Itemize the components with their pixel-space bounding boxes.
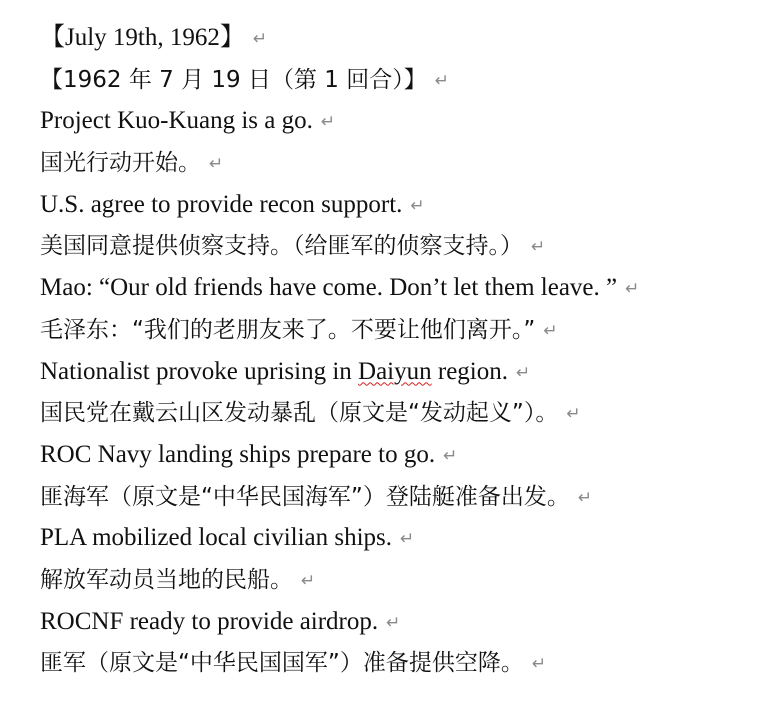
paragraph-mark-icon: ↵: [531, 237, 546, 258]
paragraph-mark-icon: ↵: [566, 404, 581, 425]
paragraph-en[interactable]: ROC Navy landing ships prepare to go. ↵: [40, 440, 458, 468]
document-body[interactable]: [40, 20, 740, 687]
paragraph-mark-icon: ↵: [252, 29, 268, 49]
paragraph-en[interactable]: Project Kuo-Kuang is a go. ↵: [40, 107, 336, 135]
paragraph-mark-icon: ↵: [625, 279, 640, 300]
paragraph-zh[interactable]: 解放军动员当地的民船。 ↵: [40, 566, 316, 593]
paragraph-mark-icon: ↵: [320, 112, 336, 133]
paragraph-mark-icon: ↵: [577, 487, 593, 508]
date-heading-zh[interactable]: 【1962 年 7 月 19 日（第 1 回合）】 ↵: [40, 66, 449, 93]
paragraph-en[interactable]: PLA mobilized local civilian ships. ↵: [40, 524, 415, 552]
paragraph-zh[interactable]: 美国同意提供侦察支持。（给匪军的侦察支持。） ↵: [40, 233, 546, 260]
paragraph-mark-icon: ↵: [400, 529, 415, 550]
paragraph-mark-icon: ↵: [531, 654, 547, 675]
paragraph-mark-icon: ↵: [410, 195, 425, 216]
paragraph-zh[interactable]: 匪军（原文是“中华民国国军”）准备提供空降。 ↵: [40, 650, 547, 677]
paragraph-zh[interactable]: 国民党在戴云山区发动暴乱（原文是“发动起义”）。 ↵: [40, 400, 581, 427]
paragraph-mark-icon: ↵: [443, 445, 458, 466]
paragraph-en[interactable]: U.S. agree to provide recon support. ↵: [40, 190, 425, 218]
paragraph-mark-icon: ↵: [516, 362, 531, 383]
paragraph-zh[interactable]: 毛泽东：“我们的老朋友来了。不要让他们离开。” ↵: [40, 316, 558, 343]
paragraph-mark-icon: ↵: [386, 612, 401, 633]
paragraph-mark-icon: ↵: [543, 320, 558, 341]
paragraph-mark-icon: ↵: [301, 570, 316, 591]
paragraph-en[interactable]: Nationalist provoke uprising in Daiyun region. ↵: [40, 357, 531, 385]
date-heading-en[interactable]: 【July 19th, 1962】 ↵: [40, 24, 268, 51]
paragraph-en[interactable]: ROCNF ready to provide airdrop. ↵: [40, 607, 401, 635]
paragraph-zh[interactable]: 匪海军（原文是“中华民国海军”）登陆艇准备出发。 ↵: [40, 483, 593, 510]
paragraph-mark-icon: ↵: [209, 154, 224, 175]
paragraph-en[interactable]: Mao: “Our old friends have come. Don’t let them leave. ” ↵: [40, 274, 640, 302]
paragraph-zh[interactable]: 国光行动开始。 ↵: [40, 150, 224, 177]
paragraph-mark-icon: ↵: [434, 70, 449, 91]
spellcheck-flagged-word[interactable]: Daiyun: [358, 357, 432, 385]
